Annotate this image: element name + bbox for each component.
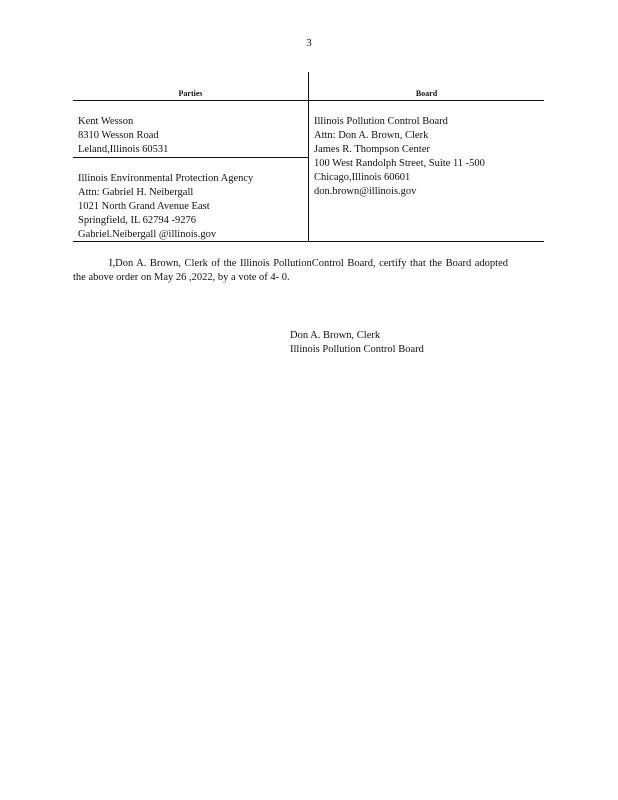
address-line: Chicago,Illinois 60601 bbox=[314, 172, 411, 183]
service-list-table bbox=[73, 72, 544, 242]
page-number: 3 bbox=[306, 37, 312, 49]
header-rule bbox=[73, 100, 544, 101]
signatory-organization: Illinois Pollution Control Board bbox=[290, 344, 424, 355]
address-line: Kent Wesson bbox=[78, 116, 134, 127]
certification-statement bbox=[73, 257, 508, 285]
parties-column-header: Parties bbox=[178, 89, 203, 98]
party-address-wesson bbox=[78, 115, 168, 157]
address-line: Attn: Don A. Brown, Clerk bbox=[314, 130, 429, 141]
board-column-header: Board bbox=[415, 89, 438, 98]
email-address: don.brown@illinois.gov bbox=[314, 186, 417, 197]
signatory-name: Don A. Brown, Clerk bbox=[290, 330, 381, 341]
certification-text: I,Don A. Brown, Clerk of the Illinois PollutionControl Board, certify that the Board adopted the above order on May 26 ,2022, by a vote of 4- 0. bbox=[73, 258, 508, 283]
address-line: 1021 North Grand Avenue East bbox=[78, 201, 210, 212]
party-address-iepa bbox=[78, 172, 253, 242]
party-divider bbox=[73, 157, 308, 158]
address-line: Attn: Gabriel H. Neibergall bbox=[78, 187, 194, 198]
signature-block bbox=[290, 329, 424, 357]
address-line: 8310 Wesson Road bbox=[78, 130, 159, 141]
address-line: James R. Thompson Center bbox=[314, 144, 430, 155]
board-address bbox=[314, 115, 485, 199]
email-address: Gabriel.Neibergall @illinois.gov bbox=[78, 229, 217, 240]
address-line: 100 West Randolph Street, Suite 11 -500 bbox=[314, 158, 485, 169]
address-line: Leland,Illinois 60531 bbox=[78, 144, 169, 155]
address-line: Springfield, IL 62794 -9276 bbox=[78, 215, 197, 226]
address-line: Illinois Pollution Control Board bbox=[314, 116, 448, 127]
address-line: Illinois Environmental Protection Agency bbox=[78, 173, 254, 184]
